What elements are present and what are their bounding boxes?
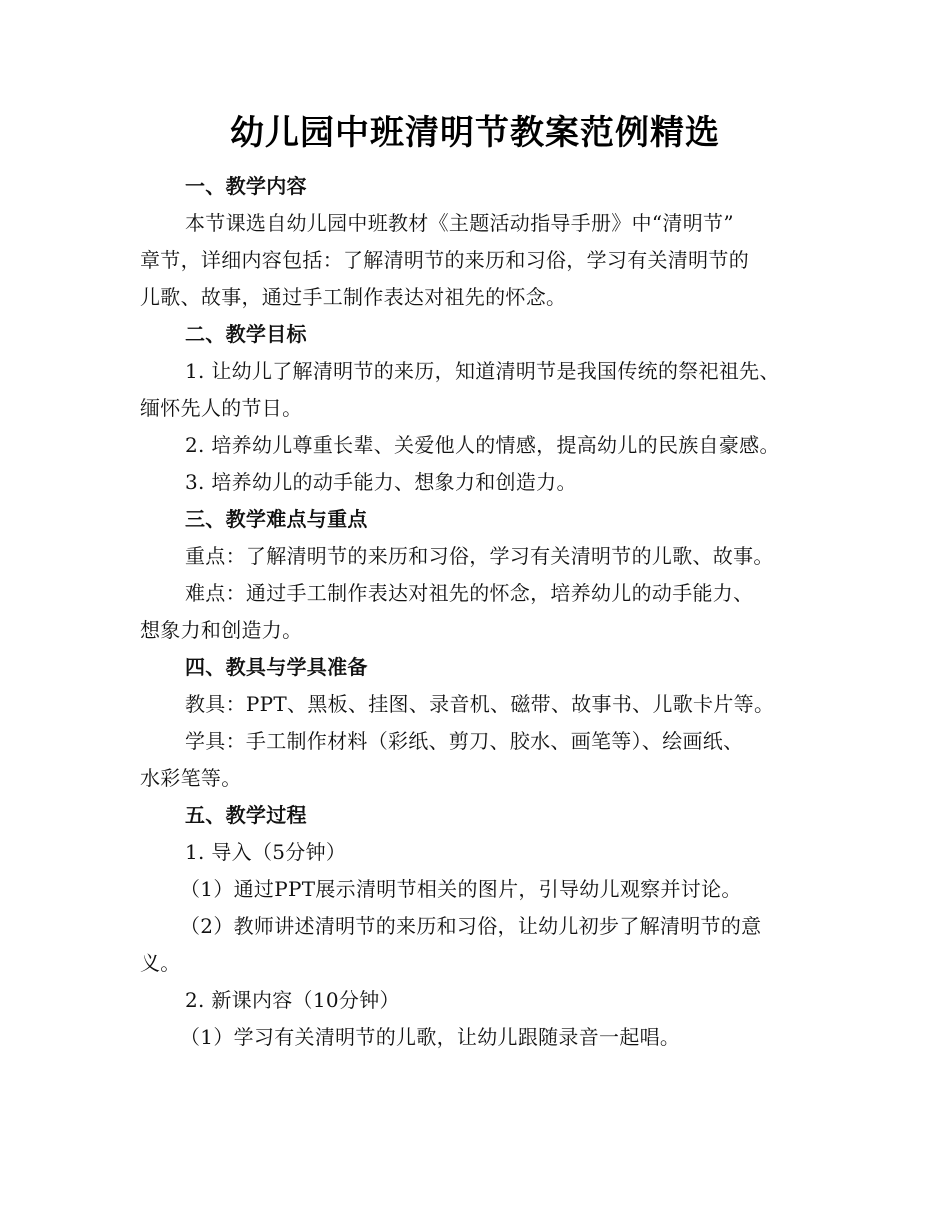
paragraph-line: 水彩笔等。: [140, 766, 242, 790]
paragraph-line: 2. 培养幼儿尊重长辈、关爱他人的情感，提高幼儿的民族自豪感。: [185, 433, 780, 457]
paragraph-line: 1. 导入（5分钟）: [185, 840, 347, 864]
paragraph-line: 2. 新课内容（10分钟）: [185, 988, 400, 1012]
paragraph-line: 义。: [140, 951, 181, 975]
paragraph-line: 1. 让幼儿了解清明节的来历，知道清明节是我国传统的祭祀祖先、: [185, 359, 780, 383]
paragraph-line: 教具：PPT、黑板、挂图、录音机、磁带、故事书、儿歌卡片等。: [185, 692, 775, 716]
paragraph-line: 缅怀先人的节日。: [140, 396, 303, 420]
paragraph-line: （1）学习有关清明节的儿歌，让幼儿跟随录音一起唱。: [180, 1025, 681, 1049]
section-heading-materials: 四、教具与学具准备: [185, 655, 368, 679]
paragraph-line: 难点：通过手工制作表达对祖先的怀念，培养幼儿的动手能力、: [185, 581, 754, 605]
section-heading-process: 五、教学过程: [185, 803, 307, 827]
paragraph-line: 重点：了解清明节的来历和习俗，学习有关清明节的儿歌、故事。: [185, 544, 774, 568]
paragraph-line: 3. 培养幼儿的动手能力、想象力和创造力。: [185, 470, 577, 494]
paragraph-line: 学具：手工制作材料（彩纸、剪刀、胶水、画笔等）、绘画纸、: [185, 729, 744, 753]
paragraph-line: 儿歌、故事，通过手工制作表达对祖先的怀念。: [140, 285, 567, 309]
paragraph-line: 想象力和创造力。: [140, 618, 303, 642]
section-heading-content: 一、教学内容: [185, 174, 307, 198]
paragraph-line: （2）教师讲述清明节的来历和习俗，让幼儿初步了解清明节的意: [180, 914, 762, 938]
paragraph-line: 本节课选自幼儿园中班教材《主题活动指导手册》中“清明节”: [185, 211, 734, 235]
document-title: 幼儿园中班清明节教案范例精选: [230, 113, 720, 153]
section-heading-keypoints: 三、教学难点与重点: [185, 507, 368, 531]
paragraph-line: 章节，详细内容包括：了解清明节的来历和习俗，学习有关清明节的: [140, 248, 749, 272]
section-heading-goals: 二、教学目标: [185, 322, 307, 346]
paragraph-line: （1）通过PPT展示清明节相关的图片，引导幼儿观察并讨论。: [180, 877, 742, 901]
